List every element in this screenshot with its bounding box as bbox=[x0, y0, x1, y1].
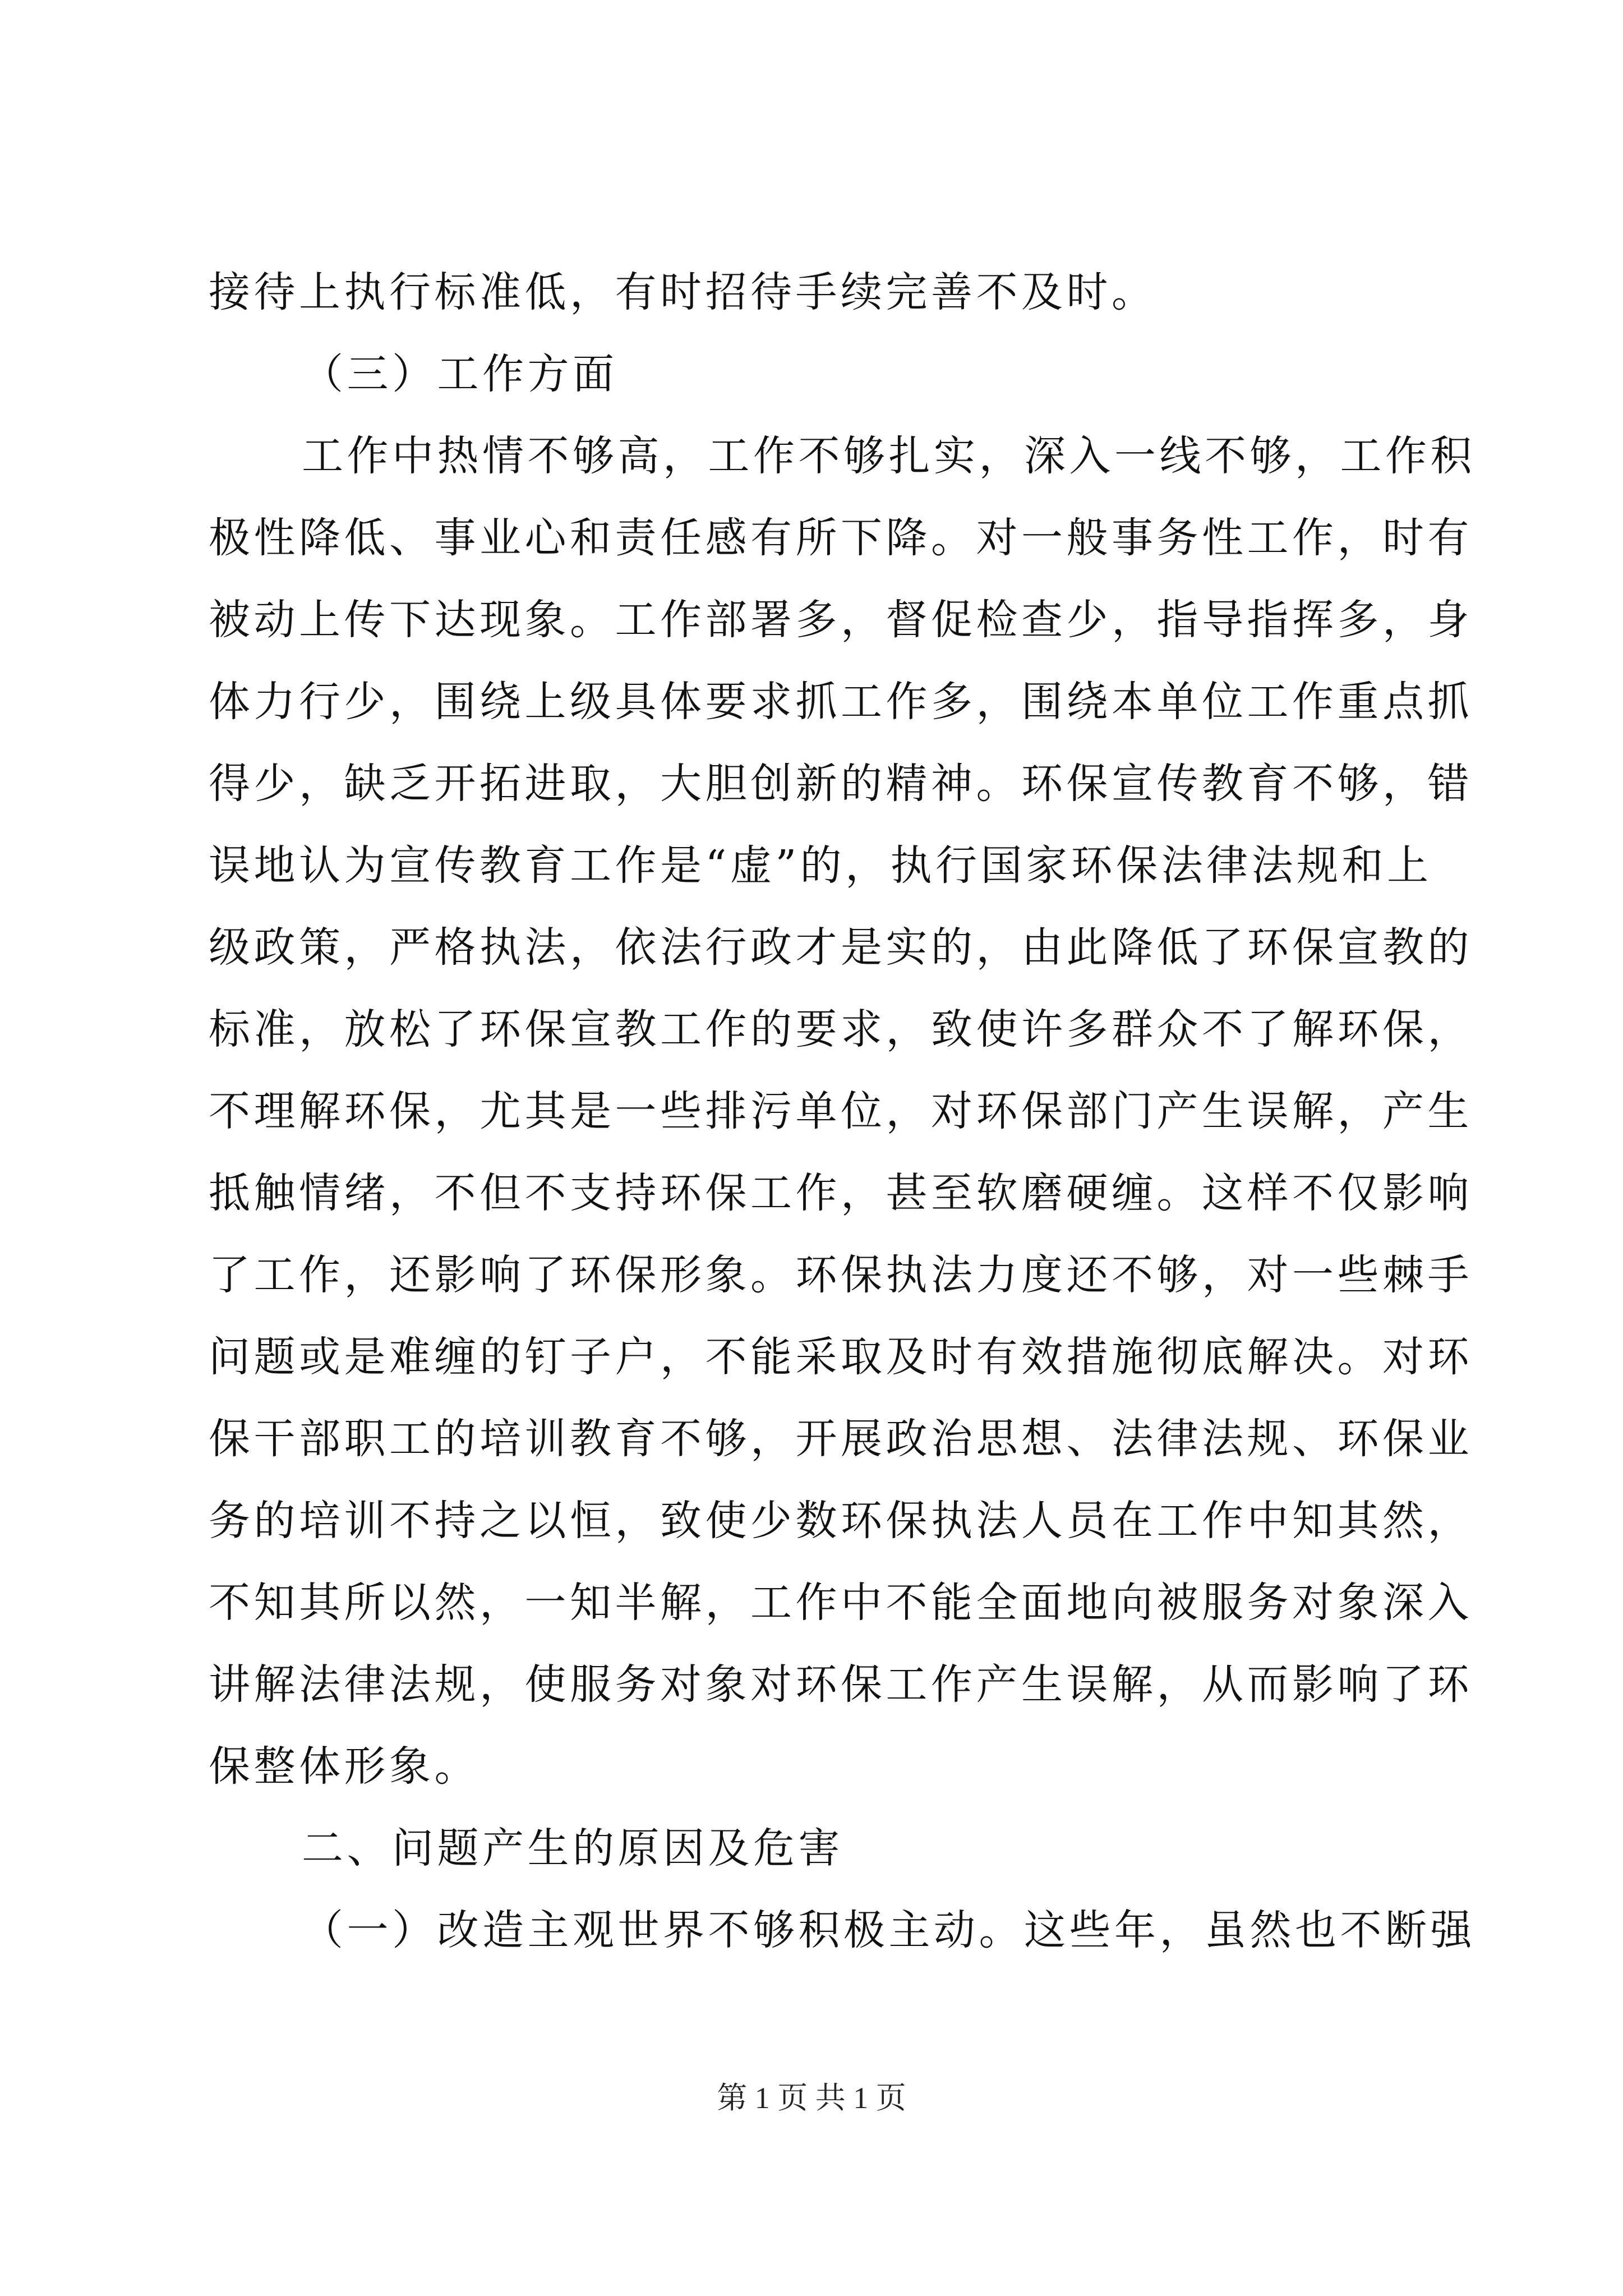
text-line: 被动上传下达现象。工作部署多，督促检查少，指导指挥多，身 bbox=[209, 596, 1473, 644]
text-line: 讲解法律法规，使服务对象对环保工作产生误解，从而影响了环 bbox=[209, 1660, 1473, 1709]
text-line: 保整体形象。 bbox=[209, 1742, 479, 1791]
text-line: 误地认为宣传教育工作是“虚”的，执行国家环保法律法规和上 bbox=[209, 841, 1432, 890]
text-line: 标准，放松了环保宣教工作的要求，致使许多群众不了解环保， bbox=[209, 1005, 1473, 1053]
paragraph-first-line: 工作中热情不够高，工作不够扎实，深入一线不够，工作积 bbox=[302, 432, 1476, 480]
text-line: 级政策，严格执法，依法行政才是实的，由此降低了环保宣教的 bbox=[209, 923, 1473, 972]
text-line: 抵触情绪，不但不支持环保工作，甚至软磨硬缠。这样不仅影响 bbox=[209, 1169, 1473, 1217]
section-heading-causes: 二、问题产生的原因及危害 bbox=[302, 1824, 843, 1872]
text-line: 接待上执行标准低，有时招待手续完善不及时。 bbox=[209, 268, 1157, 316]
text-line: 得少，缺乏开拓进取，大胆创新的精神。环保宣传教育不够，错 bbox=[209, 760, 1473, 808]
text-line: 不理解环保，尤其是一些排污单位，对环保部门产生误解，产生 bbox=[209, 1087, 1473, 1135]
text-line: 务的培训不持之以恒，致使少数环保执法人员在工作中知其然， bbox=[209, 1497, 1473, 1545]
page-footer: 第 1 页 共 1 页 bbox=[717, 2081, 906, 2115]
text-line: 保干部职工的培训教育不够，开展政治思想、法律法规、环保业 bbox=[209, 1415, 1473, 1463]
text-line: 了工作，还影响了环保形象。环保执法力度还不够，对一些棘手 bbox=[209, 1251, 1473, 1299]
subsection-line: （一）改造主观世界不够积极主动。这些年，虽然也不断强 bbox=[302, 1906, 1476, 1954]
text-line: 体力行少，围绕上级具体要求抓工作多，围绕本单位工作重点抓 bbox=[209, 678, 1473, 726]
document-body bbox=[209, 251, 1476, 1971]
text-line: 问题或是难缠的钉子户，不能采取及时有效措施彻底解决。对环 bbox=[209, 1333, 1473, 1381]
section-heading-work: （三）工作方面 bbox=[302, 350, 618, 398]
text-line: 不知其所以然，一知半解，工作中不能全面地向被服务对象深入 bbox=[209, 1579, 1473, 1627]
text-line: 极性降低、事业心和责任感有所下降。对一般事务性工作，时有 bbox=[209, 514, 1473, 562]
